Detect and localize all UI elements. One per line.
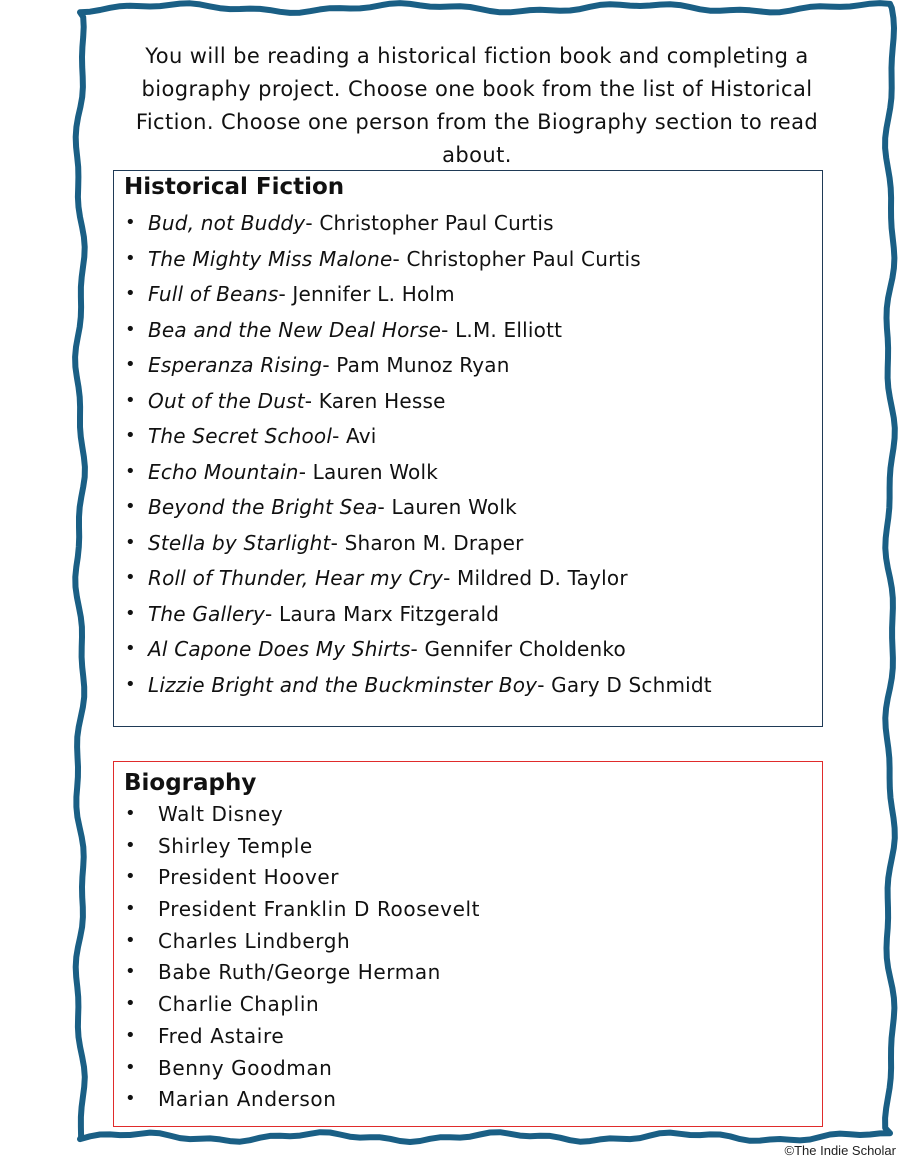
bullet: • [125,803,137,824]
book-author: - Lauren Wolk [377,495,517,519]
book-list-item [124,634,822,670]
bullet: • [125,866,137,888]
book-author: - Gennifer Choldenko [410,637,626,661]
book-author: - L.M. Elliott [441,317,563,342]
bullet: • [125,602,136,624]
book-author: - Karen Hesse [304,388,446,413]
book-list-item [124,315,822,351]
book-list-item [124,528,822,564]
person-name: Charles Lindbergh [158,928,351,953]
book-list-item [124,492,822,528]
book-title: Full of Beans [148,282,279,306]
book-list-item [124,279,822,315]
biography-section [113,761,823,1127]
book-author: - Mildred D. Taylor [443,566,628,590]
biography-list-item [124,894,822,926]
person-name: Benny Goodman [158,1055,333,1080]
person-name: Babe Ruth/George Herman [158,960,441,985]
book-title: Beyond the Bright Sea [148,495,378,519]
bullet: • [125,1088,137,1110]
historical-fiction-list [124,208,822,705]
biography-list-item [124,1084,822,1116]
book-list-item [124,457,822,493]
book-author: - Sharon M. Draper [330,530,524,555]
book-author: - Christopher Paul Curtis [305,211,554,235]
book-author: - Avi [332,424,377,448]
person-name: Shirley Temple [158,833,313,858]
historical-fiction-section [113,170,823,727]
book-title: Bud, not Buddy [148,211,306,235]
person-name: Marian Anderson [158,1087,337,1112]
person-name: Walt Disney [158,802,284,826]
bullet: • [125,425,136,446]
book-title: Out of the Dust [148,388,305,413]
biography-list-item [124,831,822,863]
book-title: Echo Mountain [148,459,299,484]
book-author: - Lauren Wolk [298,459,439,484]
historical-fiction-heading: Historical Fiction [124,174,345,200]
bullet: • [125,834,137,856]
book-author: - Laura Marx Fitzgerald [265,601,500,626]
biography-list-item [124,957,822,989]
bullet: • [125,318,136,340]
copyright-notice: ©The Indie Scholar [784,1143,896,1158]
book-list-item [124,599,822,635]
biography-list-item [124,989,822,1021]
book-list-item [124,208,822,244]
book-list-item [124,563,822,599]
book-list-item [124,421,822,457]
book-list-item [124,350,822,386]
book-title: Stella by Starlight [148,530,331,555]
bullet: • [125,460,136,482]
person-name: President Franklin D Roosevelt [158,897,481,922]
book-list-item [124,670,822,706]
biography-list-item [124,926,822,958]
bullet: • [125,496,136,517]
bullet: • [125,1056,137,1078]
bullet: • [125,1024,137,1046]
book-title: The Gallery [148,601,265,626]
book-author: - Gary D Schmidt [537,672,712,697]
bullet: • [125,567,136,588]
book-title: Roll of Thunder, Hear my Cry [148,566,444,590]
bullet: • [125,929,137,951]
biography-heading: Biography [124,770,257,796]
bullet: • [125,389,136,411]
biography-list-item [124,1021,822,1053]
bullet: • [125,638,136,659]
person-name: President Hoover [158,865,340,890]
bullet: • [125,283,136,304]
bullet: • [125,531,136,553]
person-name: Fred Astaire [158,1023,285,1048]
book-list-item [124,386,822,422]
book-author: - Jennifer L. Holm [278,282,455,306]
bullet: • [125,993,137,1015]
biography-list-item [124,1053,822,1085]
book-title: Esperanza Rising [148,353,323,377]
bullet: • [125,898,137,920]
bullet: • [125,247,136,269]
book-title: Bea and the New Deal Horse [148,317,442,342]
bullet: • [125,354,136,375]
biography-list [124,799,822,1116]
biography-list-item [124,799,822,831]
book-author: - Christopher Paul Curtis [392,246,641,271]
book-author: - Pam Munoz Ryan [322,353,510,377]
instructions-paragraph: You will be reading a historical fiction book and completing a biography project. Choose one book from the list of Historical Fiction. Choose one person from the Biography section to read about. [135,44,819,167]
book-title: The Secret School [148,424,333,448]
book-title: Lizzie Bright and the Buckminster Boy [148,672,538,697]
bullet: • [125,673,136,695]
book-title: The Mighty Miss Malone [148,246,393,271]
book-list-item [124,244,822,280]
biography-list-item [124,862,822,894]
bullet: • [125,212,136,233]
book-title: Al Capone Does My Shirts [148,637,411,661]
bullet: • [125,961,137,983]
person-name: Charlie Chaplin [158,992,320,1017]
